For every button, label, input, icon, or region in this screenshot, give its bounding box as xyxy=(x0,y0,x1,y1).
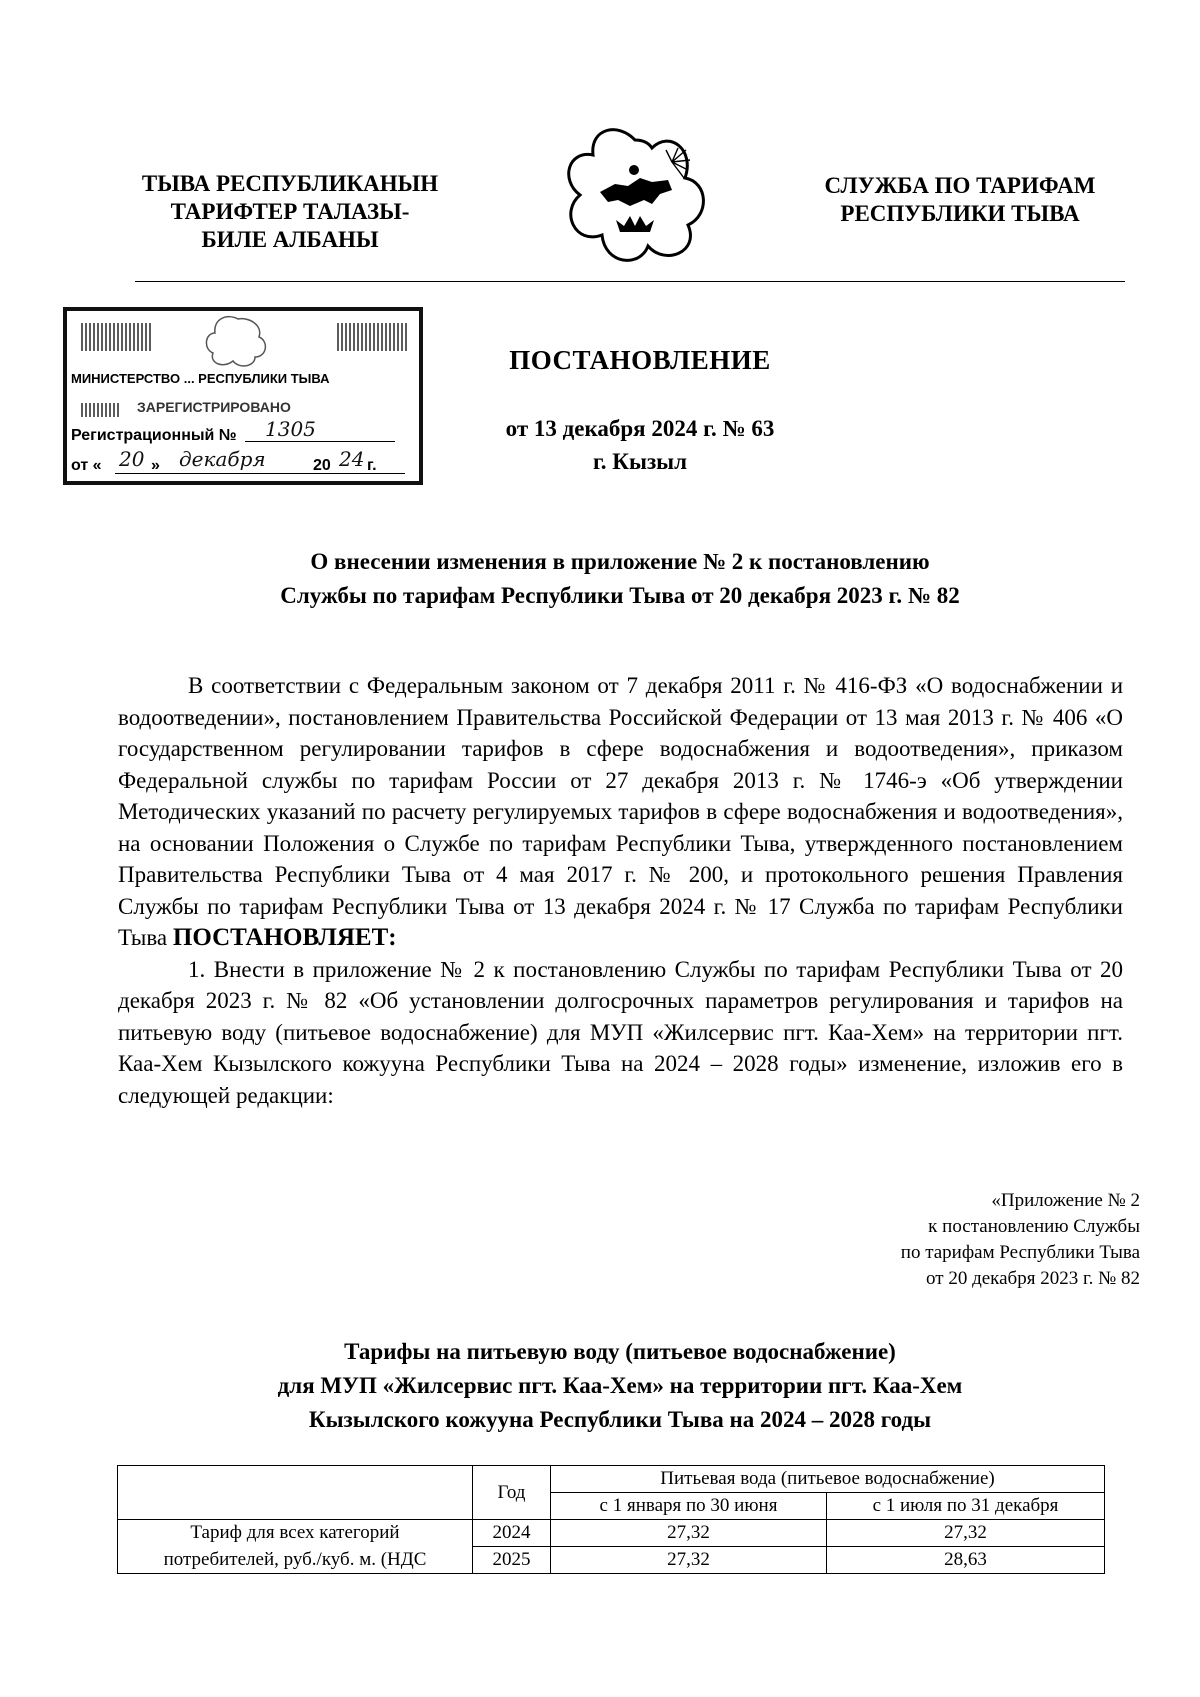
appendix-line: «Приложение № 2 xyxy=(991,1190,1140,1211)
resolves-emphasis: ПОСТАНОВЛЯЕТ: xyxy=(172,924,397,951)
header-left-line: ТЫВА РЕСПУБЛИКАНЫН xyxy=(141,171,439,196)
stamp-smudge xyxy=(337,323,407,351)
table-row-label: потребителей, руб./куб. м. (НДС xyxy=(118,1547,473,1574)
tariff-title-line: для МУП «Жилсервис пгт. Каа-Хем» на территории пгт. Каа-Хем xyxy=(277,1373,963,1398)
document-type: ПОСТАНОВЛЕНИЕ xyxy=(509,345,771,375)
header-right-line: СЛУЖБА ПО ТАРИФАМ xyxy=(824,173,1096,198)
stamp-year-prefix: 20 xyxy=(313,457,331,474)
stamp-emblem-icon xyxy=(203,313,273,369)
document-title xyxy=(120,545,1120,613)
table-header-period-1: с 1 января по 30 июня xyxy=(551,1493,827,1520)
table-cell-h1: 27,32 xyxy=(551,1520,827,1547)
preamble-paragraph xyxy=(118,670,1123,954)
stamp-month: декабря xyxy=(179,447,266,471)
document-title-line: Службы по тарифам Республики Тыва от 20 декабря 2023 г. № 82 xyxy=(280,583,960,608)
appendix-line: по тарифам Республики Тыва xyxy=(900,1242,1140,1263)
table-header-period-2: с 1 июля по 31 декабря xyxy=(827,1493,1105,1520)
table-header-empty xyxy=(118,1466,473,1520)
stamp-date-prefix: от « xyxy=(71,457,102,474)
registration-stamp: МИНИСТЕРСТВО ... РЕСПУБЛИКИ ТЫВА ЗАРЕГИСТРИРОВАНО Регистрационный № 1305 от « 20 » декабря 20 24 г. xyxy=(63,307,423,485)
document-body xyxy=(118,670,1123,1111)
header-left-org xyxy=(130,170,450,254)
stamp-smudge xyxy=(81,403,121,417)
table-cell-year: 2024 xyxy=(473,1520,551,1547)
tariff-table-title xyxy=(120,1335,1120,1437)
tariff-table xyxy=(117,1465,1105,1574)
stamp-date-underline xyxy=(115,473,405,474)
header-left-line: ТАРИФТЕР ТАЛАЗЫ- xyxy=(170,199,410,224)
table-cell-h1: 27,32 xyxy=(551,1547,827,1574)
tuva-emblem-icon xyxy=(560,120,710,270)
table-header-group: Питьевая вода (питьевое водоснабжение) xyxy=(551,1466,1105,1493)
stamp-reg-underline xyxy=(245,441,395,442)
document-date: от 13 декабря 2024 г. № 63 xyxy=(505,416,775,441)
tariff-title-line: Кызылского кожууна Республики Тыва на 2024 – 2028 годы xyxy=(308,1407,932,1432)
table-cell-h2: 27,32 xyxy=(827,1520,1105,1547)
document-city: г. Кызыл xyxy=(592,449,688,474)
appendix-line: к постановлению Службы xyxy=(928,1216,1140,1237)
stamp-day: 20 xyxy=(119,447,145,471)
table-row xyxy=(118,1547,1105,1574)
stamp-year-suffix: г. xyxy=(367,457,377,474)
stamp-smudge xyxy=(81,323,153,351)
header-right-org xyxy=(800,172,1120,228)
document-title-line: О внесении изменения в приложение № 2 к постановлению xyxy=(310,549,930,574)
document-date-block xyxy=(440,412,840,478)
preamble-text: В соответствии с Федеральным законом от 7 декабря 2011 г. № 416-ФЗ «О водоснабжении и водоотведении», постановлением Правительства Российской Федерации от 13 мая 2013 г. № 406 «О государственном регулировании тарифов в сфере водоснабжения и водоотведения», приказом Федеральной службы по тарифам России от 27 декабря 2013 г. № 1746-э «Об утверждении Методических указаний по расчету регулируемых тарифов в сфере водоснабжения и водоотведения», на основании Положения о Службе по тарифам Республики Тыва, утвержденного постановлением Правительства Республики Тыва от 4 мая 2017 г. № 200, и протокольного решения Правления Службы по тарифам Республики Тыва от 13 декабря 2024 г. № 17 Служба по тарифам Республики Тыва xyxy=(118,673,1123,950)
table-row-label: Тариф для всех категорий xyxy=(118,1520,473,1547)
table-header-row xyxy=(118,1466,1105,1493)
table-cell-year: 2025 xyxy=(473,1547,551,1574)
stamp-year: 24 xyxy=(339,447,365,471)
stamp-reg-number: 1305 xyxy=(265,417,316,441)
table-cell-h2: 28,63 xyxy=(827,1547,1105,1574)
tariff-title-line: Тарифы на питьевую воду (питьевое водоснабжение) xyxy=(344,1339,896,1364)
header-left-line: БИЛЕ АЛБАНЫ xyxy=(201,227,379,252)
header-right-line: РЕСПУБЛИКИ ТЫВА xyxy=(840,201,1080,226)
clause-1-paragraph: 1. Внести в приложение № 2 к постановлению Службы по тарифам Республики Тыва от 20 декабря 2023 г. № 82 «Об установлении долгосрочных параметров регулирования и тарифов на питьевую воду (питьевое водоснабжение) для МУП «Жилсервис пгт. Каа-Хем» на территории пгт. Каа-Хем Кызылского кожууна Республики Тыва на 2024 – 2028 годы» изменение, изложив его в следующей редакции: xyxy=(118,956,1123,1108)
table-row xyxy=(118,1520,1105,1547)
appendix-reference xyxy=(760,1188,1140,1292)
stamp-ministry: МИНИСТЕРСТВО ... РЕСПУБЛИКИ ТЫВА xyxy=(71,371,330,386)
table-header-year: Год xyxy=(473,1466,551,1520)
stamp-reg-label: Регистрационный № xyxy=(71,427,237,444)
header-divider xyxy=(135,281,1125,282)
stamp-registered: ЗАРЕГИСТРИРОВАНО xyxy=(137,399,291,415)
appendix-line: от 20 декабря 2023 г. № 82 xyxy=(926,1268,1140,1289)
